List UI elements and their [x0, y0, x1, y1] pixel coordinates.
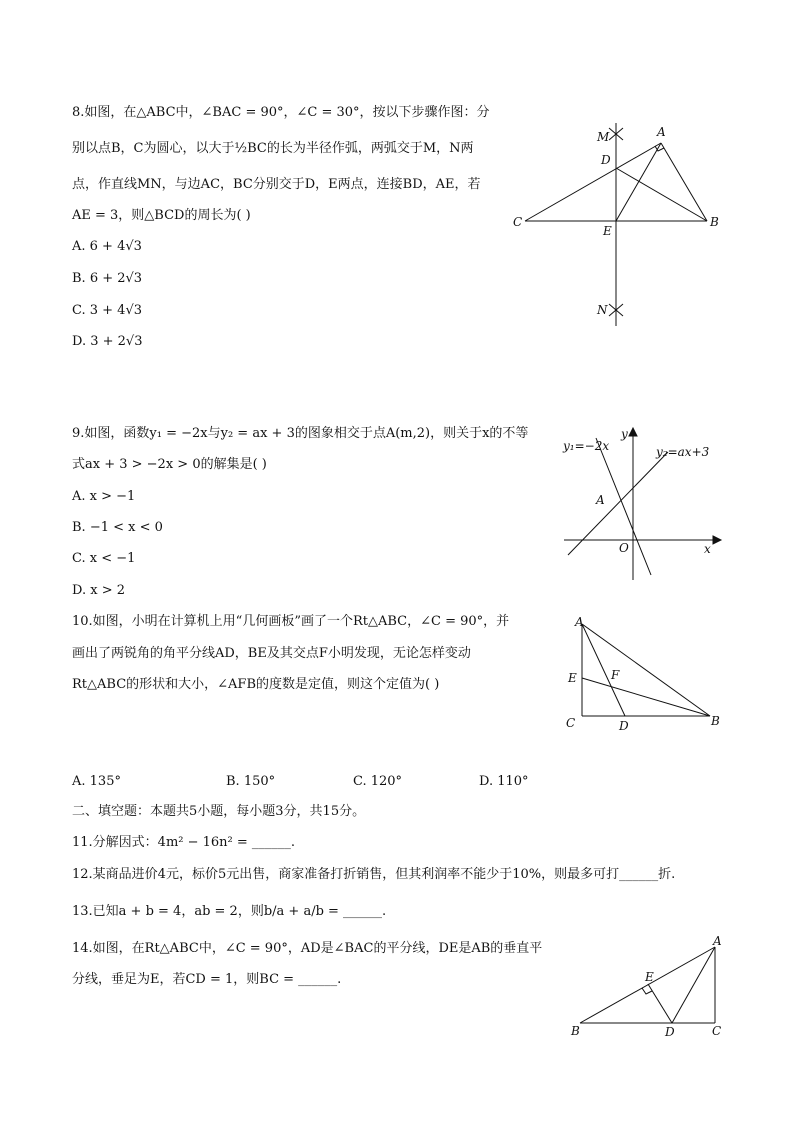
q10-line-2: 画出了两锐角的角平分线AD，BE及其交点F小明发现，无论怎样变动 [72, 646, 471, 661]
q8-label-d: D [601, 153, 611, 167]
q8-option-d[interactable]: D. 3 + 2√3 [72, 334, 143, 349]
q10-label-d: D [619, 719, 629, 733]
q9-label-y1: y₁=−2x [563, 439, 610, 453]
q14-line-1: 14.如图，在Rt△ABC中，∠C = 90°，AD是∠BAC的平分线，DE是AB的垂直平 [72, 941, 543, 956]
q9-figure [558, 420, 728, 582]
q9-option-c[interactable]: C. x < −1 [72, 551, 136, 566]
q9-label-a: A [596, 493, 605, 507]
q8-label-b: B [710, 215, 719, 229]
q12-text: 12.某商品进价4元，标价5元出售，商家准备打折销售，但其利润率不能少于10%，则最多可打______折. [72, 867, 676, 882]
section-heading-fill-in: 二、填空题：本题共5小题，每小题3分，共15分。 [72, 804, 366, 819]
q9-option-a[interactable]: A. x > −1 [72, 489, 136, 504]
q14-line-2: 分线，垂足为E，若CD = 1，则BC = ______. [72, 972, 342, 987]
q10-label-b: B [711, 714, 720, 728]
q9-x-arrow [713, 536, 721, 544]
q8-line-4: AE = 3，则△BCD的周长为( ) [72, 208, 251, 223]
q10-label-a: A [575, 615, 584, 629]
q8-option-b[interactable]: B. 6 + 2√3 [72, 271, 143, 286]
q10-option-b[interactable]: B. 150° [226, 774, 276, 789]
q14-figure [565, 935, 730, 1040]
q14-segment-ad [672, 947, 715, 1023]
q10-label-e: E [568, 671, 577, 685]
q8-line-3: 点，作直线MN，与边AC，BC分别交于D，E两点，连接BD，AE，若 [72, 177, 481, 192]
q8-segment-bd [616, 168, 707, 221]
q9-y-arrow [629, 428, 637, 436]
q10-bisector-be [582, 678, 710, 716]
q13-text: 13.已知a + b = 4，ab = 2，则b/a + a/b = ______. [72, 904, 387, 919]
q10-option-d[interactable]: D. 110° [479, 774, 529, 789]
q8-line-2: 别以点B，C为圆心，以大于½BC的长为半径作弧，两弧交于M，N两 [72, 141, 474, 156]
q10-figure [560, 612, 730, 737]
q8-side-ab [661, 143, 707, 221]
q14-label-d: D [665, 1025, 675, 1039]
q10-option-c[interactable]: C. 120° [353, 774, 403, 789]
q9-line-2: 式ax + 3 > −2x > 0的解集是( ) [72, 457, 267, 472]
q11-text: 11.分解因式：4m² − 16n² = ______. [72, 835, 296, 850]
q9-line-1: 9.如图，函数y₁ = −2x与y₂ = ax + 3的图象相交于点A(m,2)，则关于x的不等 [72, 426, 529, 441]
q8-option-a[interactable]: A. 6 + 4√3 [72, 239, 142, 254]
q14-side-ab [580, 947, 715, 1023]
q14-segment-de [648, 984, 672, 1023]
q8-label-a: A [657, 125, 666, 139]
q9-option-b[interactable]: B. −1 < x < 0 [72, 520, 163, 535]
q8-label-m: M [597, 130, 610, 144]
q10-label-f: F [611, 668, 620, 682]
q8-line-1: 8.如图，在△ABC中，∠BAC = 90°，∠C = 30°，按以下步骤作图：分 [72, 105, 490, 120]
q10-label-c: C [566, 716, 576, 730]
q10-side-ab [582, 624, 710, 716]
q9-label-o: O [619, 541, 629, 555]
q8-label-n: N [597, 303, 608, 317]
q8-segment-ae [616, 143, 661, 221]
q9-label-y: y [621, 427, 628, 441]
q8-option-c[interactable]: C. 3 + 4√3 [72, 303, 143, 318]
q10-line-1: 10.如图，小明在计算机上用“几何画板”画了一个Rt△ABC，∠C = 90°，并 [72, 614, 510, 629]
q14-label-e: E [645, 970, 654, 984]
q14-label-a: A [713, 935, 722, 948]
q14-label-b: B [571, 1024, 580, 1038]
q8-label-e: E [603, 224, 612, 238]
q8-label-c: C [513, 215, 523, 229]
q10-line-3: Rt△ABC的形状和大小，∠AFB的度数是定值，则这个定值为( ) [72, 677, 440, 692]
q14-label-c: C [712, 1024, 722, 1038]
q9-option-d[interactable]: D. x > 2 [72, 583, 125, 598]
q9-label-x: x [704, 542, 711, 556]
q8-figure [505, 118, 730, 333]
q9-label-y2: y₂=ax+3 [656, 445, 710, 459]
q10-option-a[interactable]: A. 135° [72, 774, 121, 789]
